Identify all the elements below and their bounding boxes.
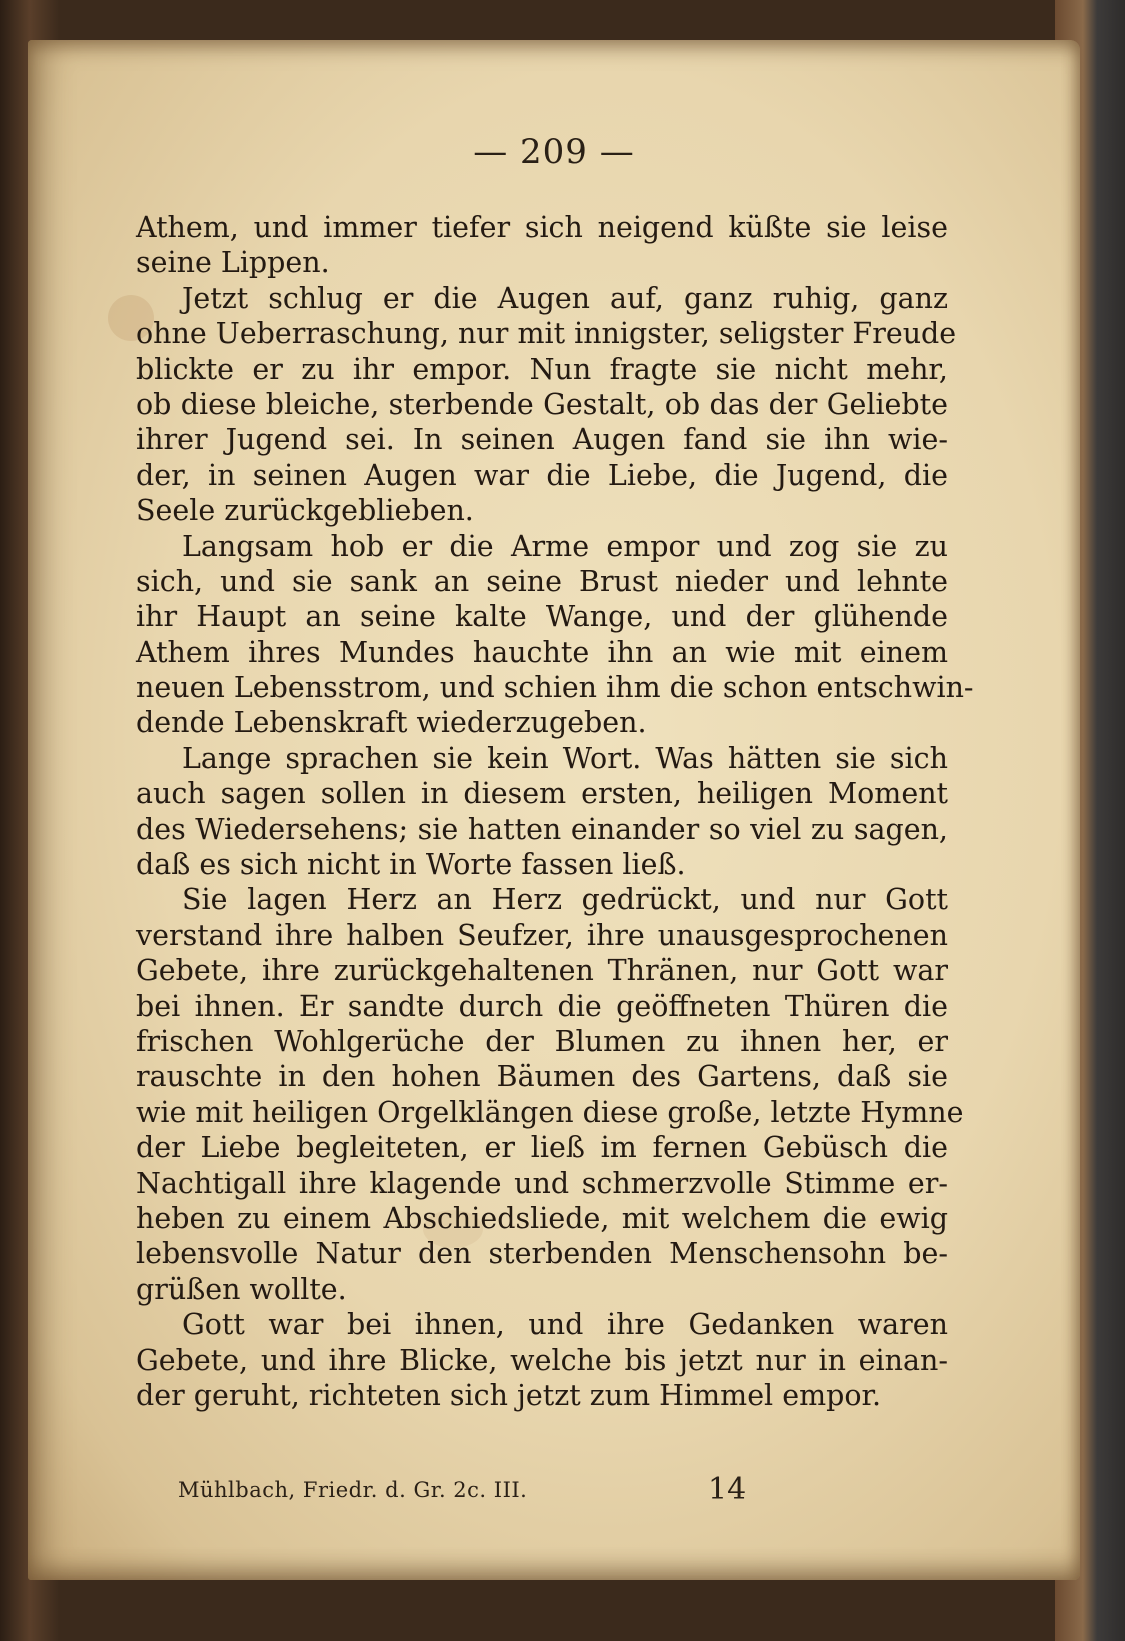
page-number-header: — 209 —: [473, 132, 635, 172]
text-line: Sie lagen Herz an Herz gedrückt, und nur Gott: [182, 883, 948, 917]
text-line: bei ihnen. Er sandte durch die geöffneten Thüren die: [136, 989, 948, 1023]
book-page: [28, 40, 1080, 1580]
text-line: verstand ihre halben Seufzer, ihre unausgesprochenen: [136, 918, 948, 952]
text-line: Gott war bei ihnen, und ihre Gedanken waren: [182, 1308, 948, 1342]
text-line: ob diese bleiche, sterbende Gestalt, ob das der Geliebte: [136, 387, 948, 421]
text-line: wie mit heiligen Orgelklängen diese große, letzte Hymne: [136, 1095, 964, 1129]
text-line: der, in seinen Augen war die Liebe, die Jugend, die: [136, 458, 948, 492]
text-line: Nachtigall ihre klagende und schmerzvolle Stimme er-: [136, 1166, 948, 1200]
text-line: Gebete, und ihre Blicke, welche bis jetzt nur in einan-: [136, 1343, 948, 1377]
text-line: Seele zurückgeblieben.: [136, 494, 474, 528]
text-line: ohne Ueberraschung, nur mit innigster, seligster Freude: [136, 317, 957, 351]
text-line: grüßen wollte.: [136, 1272, 347, 1306]
text-line: dende Lebenskraft wiederzugeben.: [136, 706, 647, 740]
text-line: ihrer Jugend sei. In seinen Augen fand sie ihn wie-: [136, 423, 948, 457]
text-line: neuen Lebensstrom, und schien ihm die schon entschwin-: [136, 671, 974, 705]
page-body-text: [136, 210, 974, 1413]
text-line: Jetzt schlug er die Augen auf, ganz ruhig, ganz: [182, 281, 948, 315]
text-line: Lange sprachen sie kein Wort. Was hätten sie sich: [182, 741, 948, 775]
text-line: auch sagen sollen in diesem ersten, heiligen Moment: [136, 777, 948, 811]
printer-signature: Mühlbach, Friedr. d. Gr. 2c. III.: [178, 1478, 528, 1502]
text-line: Athem, und immer tiefer sich neigend küßte sie leise: [136, 211, 948, 244]
text-line: des Wiedersehens; sie hatten einander so viel zu sagen,: [136, 812, 948, 846]
text-line: der Liebe begleiteten, er ließ im fernen Gebüsch die: [136, 1131, 948, 1165]
text-line: seine Lippen.: [136, 246, 330, 280]
text-line: Langsam hob er die Arme empor und zog sie zu: [182, 529, 948, 563]
text-line: blickte er zu ihr empor. Nun fragte sie nicht mehr,: [136, 352, 948, 386]
text-line: Gebete, ihre zurückgehaltenen Thränen, nur Gott war: [136, 954, 948, 988]
sheet-number: 14: [708, 1472, 747, 1507]
text-line: rauschte in den hohen Bäumen des Gartens, daß sie: [136, 1060, 948, 1094]
text-line: Athem ihres Mundes hauchte ihn an wie mit einem: [136, 635, 948, 669]
text-line: frischen Wohlgerüche der Blumen zu ihnen her, er: [136, 1024, 948, 1058]
text-line: ihr Haupt an seine kalte Wange, und der glühende: [136, 600, 948, 634]
text-line: der geruht, richteten sich jetzt zum Himmel empor.: [136, 1378, 882, 1412]
text-line: sich, und sie sank an seine Brust nieder und lehnte: [136, 564, 948, 598]
text-line: heben zu einem Abschiedsliede, mit welchem die ewig: [136, 1201, 948, 1235]
text-line: daß es sich nicht in Worte fassen ließ.: [136, 848, 686, 882]
text-line: lebensvolle Natur den sterbenden Menschensohn be-: [136, 1237, 948, 1271]
